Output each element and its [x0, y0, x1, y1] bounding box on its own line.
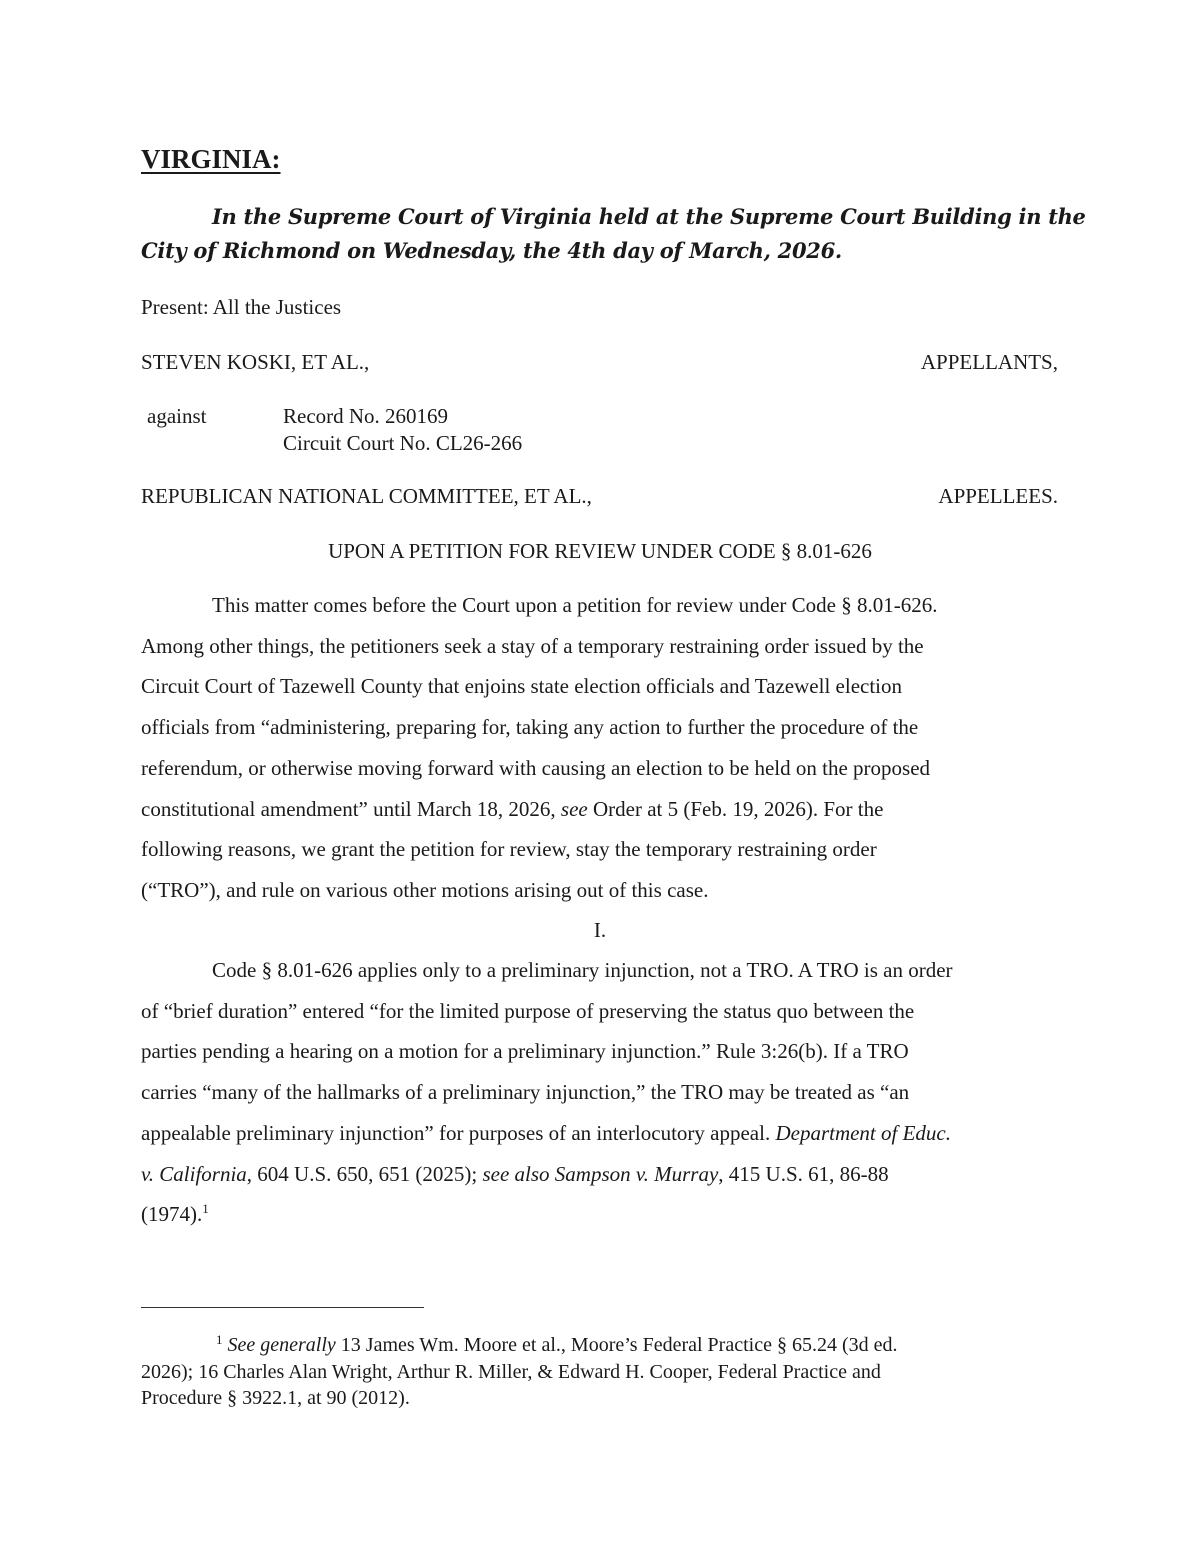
- present-line: Present: All the Justices: [141, 295, 342, 319]
- circuit-court-number: Circuit Court No. CL26-266: [283, 431, 523, 455]
- text-segment: parties pending a hearing on a motion for a preliminary injunction.” Rule 3:26(b). If a TRO: [141, 1039, 909, 1064]
- text-segment: referendum, or otherwise moving forward with causing an election to be held on the proposed: [141, 755, 931, 780]
- body-line: [212, 958, 953, 982]
- body-line: [141, 999, 914, 1023]
- text-segment: Among other things, the petitioners seek a stay of a temporary restraining order issued by the: [141, 633, 924, 658]
- body-line: [141, 1202, 209, 1226]
- text-segment: , 604 U.S. 650, 651 (2025);: [246, 1161, 483, 1186]
- text-segment: following reasons, we grant the petition for review, stay the temporary restraining order: [141, 837, 877, 862]
- footnote-line: [141, 1387, 410, 1409]
- body-line: [141, 1162, 889, 1186]
- body-line: [212, 593, 937, 617]
- italic-citation: v. California: [141, 1161, 247, 1186]
- body-line: [141, 634, 924, 658]
- section-heading: I.: [593, 918, 607, 942]
- text-segment: constitutional amendment” until March 18, 2026,: [141, 796, 561, 821]
- body-line: [141, 756, 930, 780]
- text-segment: carries “many of the hallmarks of a preliminary injunction,” the TRO may be treated as “an: [141, 1080, 910, 1105]
- footnote-line: [216, 1334, 898, 1356]
- body-line: [141, 797, 883, 821]
- footnote-line: [141, 1361, 881, 1383]
- text-segment: 13 James Wm. Moore et al., Moore’s Federal Practice § 65.24 (3d ed.: [335, 1334, 898, 1356]
- footnote-divider: [141, 1307, 424, 1308]
- court-caption-line-2: City of Richmond on Wednesday, the 4th day of March, 2026.: [141, 238, 842, 263]
- italic-citation: Department of Educ.: [775, 1120, 951, 1145]
- body-line: [141, 674, 902, 698]
- text-segment: , 415 U.S. 61, 86-88: [718, 1161, 889, 1186]
- text-segment: 2026); 16 Charles Alan Wright, Arthur R. Miller, & Edward H. Cooper, Federal Practice and: [141, 1360, 881, 1383]
- state-heading: VIRGINIA:: [141, 144, 281, 174]
- body-line: [141, 715, 918, 739]
- text-segment: Order at 5 (Feb. 19, 2026). For the: [587, 796, 884, 821]
- text-segment: appealable preliminary injunction” for purposes of an interlocutory appeal.: [141, 1120, 776, 1145]
- body-line: [141, 878, 708, 902]
- record-number: Record No. 260169: [283, 404, 449, 428]
- appellees-label: APPELLEES.: [938, 484, 1058, 508]
- italic-citation: See generally: [227, 1334, 336, 1356]
- appellants-name: STEVEN KOSKI, ET AL.,: [141, 350, 370, 374]
- court-caption-line-1: In the Supreme Court of Virginia held at the Supreme Court Building in the: [212, 204, 1086, 229]
- footnote-marker: 1: [216, 1332, 223, 1347]
- text-segment: of “brief duration” entered “for the limited purpose of preserving the status quo between the: [141, 998, 915, 1023]
- body-line: [141, 837, 877, 861]
- footnote-marker: 1: [202, 1201, 209, 1217]
- appellants-label: APPELLANTS,: [920, 350, 1058, 374]
- body-line: [141, 1039, 909, 1063]
- italic-citation: see also Sampson v. Murray: [482, 1161, 719, 1186]
- text-segment: This matter comes before the Court upon a petition for review under Code § 8.01-626.: [212, 593, 938, 617]
- italic-citation: see: [560, 796, 588, 821]
- against-label: against: [147, 404, 207, 428]
- text-segment: (1974).: [141, 1202, 203, 1227]
- text-segment: Procedure § 3922.1, at 90 (2012).: [141, 1387, 410, 1409]
- text-segment: Circuit Court of Tazewell County that enjoins state election officials and Tazewell election: [141, 674, 903, 699]
- appellees-name: REPUBLICAN NATIONAL COMMITTEE, ET AL.,: [141, 484, 592, 508]
- body-line: [141, 1121, 951, 1145]
- petition-title: UPON A PETITION FOR REVIEW UNDER CODE § 8.01-626: [328, 539, 872, 563]
- text-segment: (“TRO”), and rule on various other motions arising out of this case.: [141, 877, 709, 902]
- text-segment: Code § 8.01-626 applies only to a preliminary injunction, not a TRO. A TRO is an order: [212, 958, 953, 982]
- text-segment: officials from “administering, preparing for, taking any action to further the procedure of the: [141, 715, 919, 740]
- body-line: [141, 1080, 909, 1104]
